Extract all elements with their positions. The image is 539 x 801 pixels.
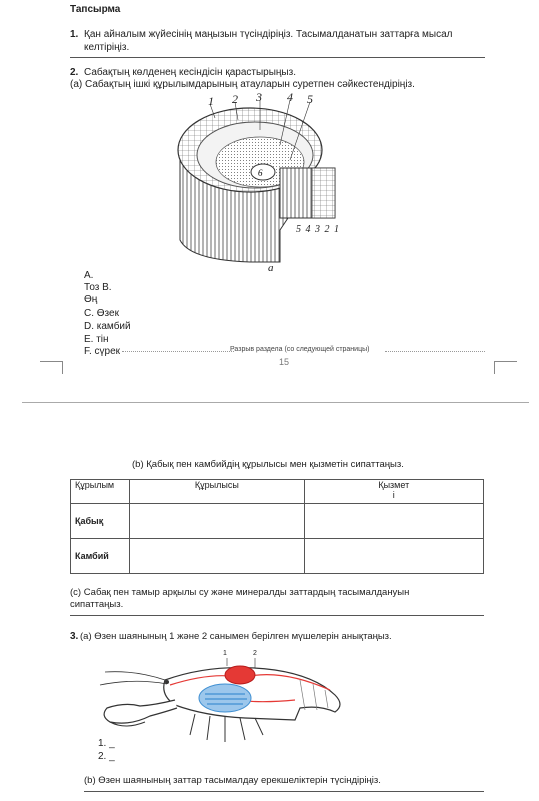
crayfish-label-2: 2: [253, 650, 257, 657]
q3-number: 3.: [70, 631, 79, 642]
table-cell[interactable]: [304, 504, 483, 539]
page-number: 15: [279, 357, 290, 367]
option-b: Тоз В.: [84, 282, 112, 293]
page-corner-mark: [494, 361, 517, 374]
divider: [84, 791, 484, 792]
table-header: Құрылым: [71, 480, 130, 504]
page-corner-mark: [40, 361, 63, 374]
divider: [70, 57, 485, 58]
claw: [104, 700, 177, 723]
q1-number: 1.: [70, 29, 79, 40]
divider: [70, 615, 484, 616]
figure-bottom-labels: 5 4 3 2 1: [296, 224, 340, 235]
figure-label-1: 1: [208, 94, 214, 108]
figure-label-4: 4: [287, 90, 293, 104]
heart: [225, 666, 255, 684]
table-row: [71, 539, 484, 574]
crayfish-figure: [95, 650, 355, 750]
q3-part-a: (а) Өзен шаянының 1 және 2 санымен берілген мүшелерін анықтаңыз.: [80, 631, 392, 642]
table-header: Қызмет і: [304, 480, 483, 504]
table-header: Құрылысы: [130, 480, 304, 504]
table-cell[interactable]: [130, 539, 304, 574]
q2-number: 2.: [70, 67, 79, 78]
option-f: F. сүрек: [84, 346, 121, 357]
q2-part-c-line1: (с) Сабақ пен тамыр арқылы су және минералды заттардың тасымалдануын: [70, 587, 410, 598]
antenna: [100, 672, 167, 685]
q2-part-b: (b) Қабық пен камбийдің құрылысы мен қызметін сипаттаңыз.: [132, 459, 404, 470]
q2-title: Сабақтың көлденең кесіндісін қарастырыңыз.: [84, 67, 296, 78]
table-row: [71, 504, 484, 539]
gills: [199, 684, 251, 712]
row-label: Қабық: [71, 504, 130, 539]
q2-part-a: (а) Сабақтың ішкі құрылымдарының атауларын суретпен сәйкестендіріңіз.: [70, 79, 415, 90]
table-cell[interactable]: [304, 539, 483, 574]
q1-text-line2: келтіріңіз.: [84, 42, 130, 53]
figure-caption: а: [268, 262, 274, 274]
table-cell[interactable]: [130, 504, 304, 539]
center-label: 6: [258, 168, 263, 178]
q3-part-b: (b) Өзен шаянының заттар тасымалдау ерекшеліктерін түсіндіріңіз.: [84, 775, 381, 786]
pith-center: [251, 164, 275, 180]
option-d: D. камбий: [84, 321, 131, 332]
figure-label-3: 3: [256, 90, 262, 104]
option-c: С. Өзек: [84, 308, 119, 319]
option-b-cont: Өң: [84, 294, 98, 305]
q1-text-line1: Қан айналым жүйесінің маңызын түсіндіріңіз. Тасымалданатын заттарға мысал: [84, 29, 453, 40]
section-break-label: Разрыв раздела (со следующей страницы): [230, 346, 370, 353]
stem-cross-section-figure: [170, 90, 360, 275]
q3-answer-2[interactable]: 2. _: [98, 751, 115, 762]
option-e: Е. тін: [84, 334, 109, 345]
figure-label-5: 5: [307, 92, 313, 106]
row-label: Камбий: [71, 539, 130, 574]
page-separator: [22, 402, 529, 403]
structure-table: [70, 479, 484, 574]
figure-label-2: 2: [232, 92, 238, 106]
crayfish-label-1: 1: [223, 650, 227, 657]
option-a: А.: [84, 270, 94, 281]
q2-part-c-line2: сипаттаңыз.: [70, 599, 124, 610]
page-title: Тапсырма: [70, 4, 121, 15]
q3-answer-1[interactable]: 1. _: [98, 738, 115, 749]
